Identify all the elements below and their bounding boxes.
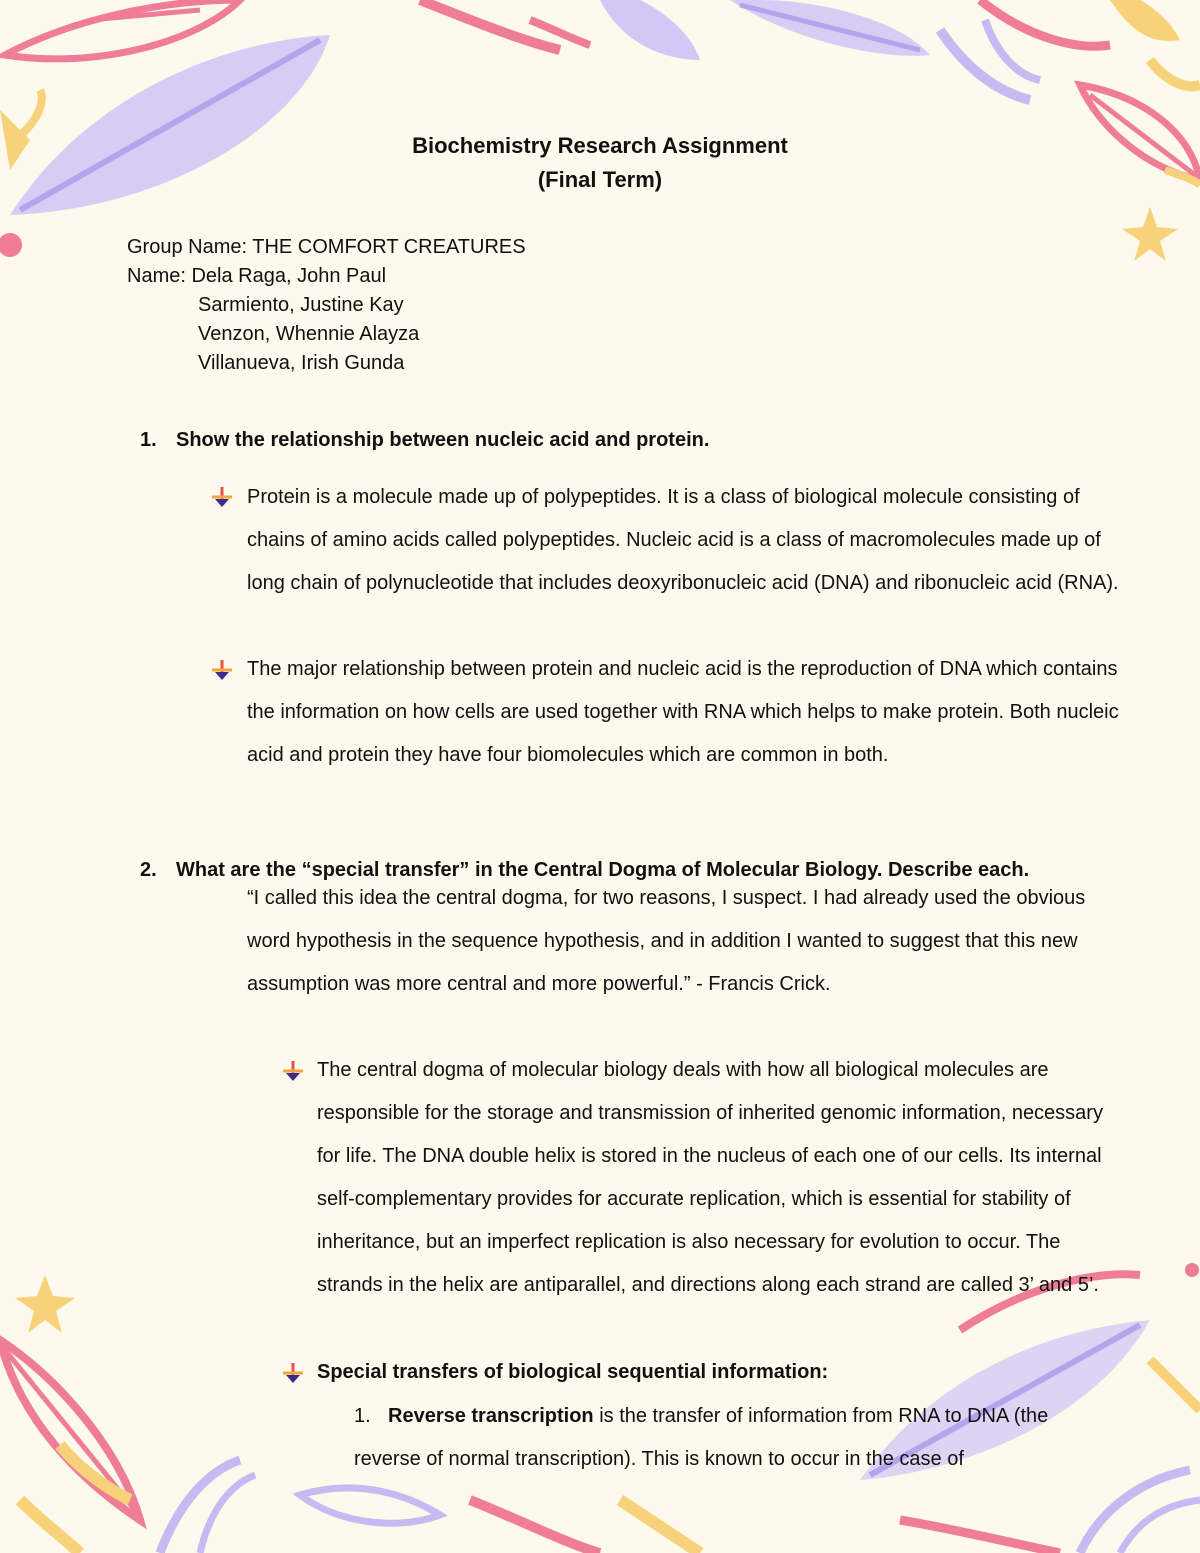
question-number: 2. <box>140 859 157 881</box>
member-name: Dela Raga, John Paul <box>191 265 387 287</box>
sub-list-item <box>354 1395 1114 1481</box>
special-transfers-heading: Special transfers of biological sequential information: <box>317 1361 829 1383</box>
question-1-heading <box>140 429 709 452</box>
question-number: 1. <box>140 429 157 451</box>
member-name-line <box>127 265 386 288</box>
answer-paragraph: Protein is a molecule made up of polypeptides. It is a class of biological molecule consisting of chains of amino acids called polypeptides. Nucleic acid is a class of macromolecules made up of long chain of polynucleotide that includes deoxyribonucleic acid (DNA) and ribonucleic acid (RNA). <box>247 486 1119 594</box>
arrow-down-bullet-icon <box>281 1059 305 1083</box>
question-text: What are the “special transfer” in the Central Dogma of Molecular Biology. Describe each. <box>176 859 1030 881</box>
member-name: Villanueva, Irish Gunda <box>198 352 405 374</box>
sub-item-term: Reverse transcription <box>388 1405 594 1427</box>
document-subtitle: (Final Term) <box>537 167 663 192</box>
sub-item-number: 1. <box>354 1405 371 1427</box>
arrow-down-bullet-icon <box>210 485 234 509</box>
member-name: Sarmiento, Justine Kay <box>198 294 404 316</box>
member-name: Venzon, Whennie Alayza <box>198 323 420 345</box>
group-name-line: Group Name: THE COMFORT CREATURES <box>127 236 526 258</box>
arrow-down-bullet-icon <box>281 1361 305 1385</box>
francis-crick-quote: “I called this idea the central dogma, for two reasons, I suspect. I had already used the obvious word hypothesis in the sequence hypothesis, and in addition I wanted to suggest that this new assumption was more central and more powerful.” - Francis Crick. <box>247 887 1086 995</box>
question-text: Show the relationship between nucleic acid and protein. <box>176 429 710 451</box>
name-label: Name: <box>127 265 192 287</box>
document-title: Biochemistry Research Assignment <box>412 133 788 158</box>
answer-paragraph: The central dogma of molecular biology deals with how all biological molecules are responsible for the storage and transmission of inherited genomic information, necessary for life. The DNA double helix is stored in the nucleus of each one of our cells. Its internal self-complementary provides for accurate replication, which is essential for stability of inheritance, but an imperfect replication is also necessary for evolution to occur. The strands in the helix are antiparallel, and directions along each strand are called 3’ and 5’. <box>317 1059 1103 1296</box>
arrow-down-bullet-icon <box>210 658 234 682</box>
sub-item-text: is the transfer of information from RNA to DNA (the reverse of normal transcription). This is known to occur in the case of <box>354 1405 1049 1470</box>
answer-paragraph: The major relationship between protein and nucleic acid is the reproduction of DNA which contains the information on how cells are used together with RNA which helps to make protein. Both nucleic acid and protein they have four biomolecules which are common in both. <box>247 658 1119 766</box>
